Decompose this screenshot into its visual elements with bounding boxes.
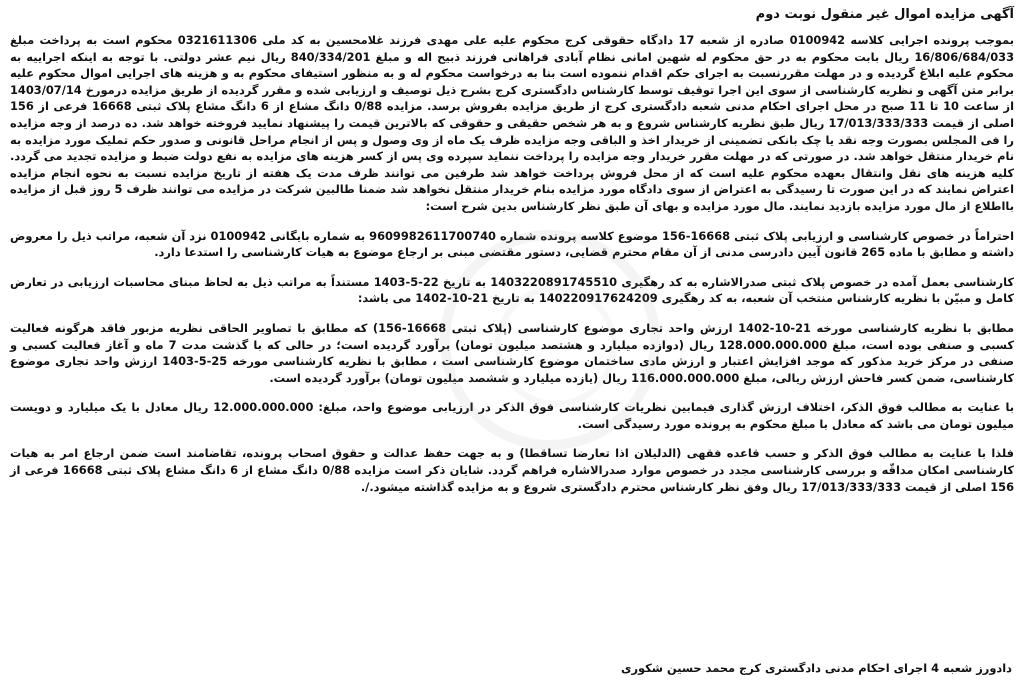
notice-paragraph-1: بموجب پرونده اجرایی کلاسه 0100942 صادره از شعبه 17 دادگاه حقوقی کرج محکوم علیه علی مهدی فرزند غلامحسین به کد ملی 0321611306 محکوم است به پرداخت مبلغ 16/806/684/033 ریال بابت محکوم به در حق محکوم له شهین امانی نظام آبادی فراهانی فرزند ذبیح اله و مبلغ 840/334/201 ریال نیم عشر دولتی. با توجه به اینکه اجراییه به محکوم علیه ابلاغ گردیده و در مهلت مقررنسبت به اجرای حکم اقدام ننموده است بنا به درخواست محکوم له و به منظور استیفای محکوم به و هزینه های اجرایی اموال محکوم علیه برابر متن آگهی و نظریه کارشناسی از سوی این اجرا توقیف توسط کارشناس دادگستری کرج بشرح ذیل توصیف و ارزیابی شده و مقرر گردیده از طریق مزایده درمورخ 1403/07/14 از ساعت 10 تا 11 صبح در محل اجرای احکام مدنی شعبه دادگستری کرج از طریق مزایده بفروش برسد. مزایده 0/88 دانگ مشاع از 6 دانگ مشاع پلاک ثبتی 16668 فرعی از 156 اصلی از قیمت 17/013/333/333 ریال طبق نظریه کارشناس شروع و به هر شخص حقیقی و حقوقی که بالاترین قیمت را پیشنهاد نمایید فروخته خواهد شد. ده درصد از وجه مزایده را فی المجلس بصورت وجه نقد یا چک بانکی تضمینی از خریدار اخذ و الباقی وجه مزایده ظرف یک ماه از وی وصول و پس از انجام مراحل قانونی و صدور حکم تملیک مورد مزایده به نام خریدار منتقل خواهد شد. در صورتی که در مهلت مقرر خریدار وجه مزایده را پرداخت ننماید سپرده وی پس از کسر هزینه های مزایده به نفع دولت ضبط و مزایده تجدید می گردد. کلیه هزینه های نقل وانتقال بعهده محکوم علیه است که از محل فروش پرداخت خواهد شد طرفین می توانند ظرف مدت یک هفته از تاریخ مزایده نسبت به نحوه انجام مزایده اعتراض نمایند که در این صورت تا رسیدگی به اعتراض از سوی دادگاه مورد مزایده بنام خریدار منتقل نخواهد شد ضمنا طالبین شرکت در مزایده می توانند ظرف 5 روز قبل از مزایده بااطلاع از مال مورد مزایده بازدید نمایند. مال مورد مزایده و بهای آن طبق نظر کارشناس بدین شرح است: xyxy=(10,33,1014,213)
notice-paragraph-2: احتراماً در خصوص کارشناسی و ارزیابی پلاک ثبتی 16668-156 موضوع کلاسه پرونده شماره 9609982611700740 به شماره بایگانی 0100942 نزد آن شعبه، مراتب ذیل را معروض داشته و مطابق با ماده 265 قانون آیین دادرسی مدنی از آن مقام محترم قضایی، دستور مقتضی مبنی بر ارجاع موضوع به هیات کارشناسی را استدعا دارد. xyxy=(10,228,1014,260)
notice-paragraph-3: کارشناسی بعمل آمده در خصوص پلاک ثبتی صدرالاشاره به کد رهگیری 1403220891745510 به تاریخ 22-5-1403 مستنداً به مراتب ذیل به لحاظ مبنای محاسبات ارزیابی در تعارض کامل و مبیّن با نظریه کارشناس منتخب آن شعبه، به کد رهگیری 140220917624209 به تاریخ 21-10-1402 می باشد: xyxy=(10,274,1014,306)
notice-title: آگهی مزایده اموال غیر منقول نوبت دوم xyxy=(755,7,1014,22)
notice-paragraph-4: مطابق با نظریه کارشناسی مورخه 21-10-1402 ارزش واحد تجاری موضوع کارشناسی (پلاک ثبتی 16668-156) که مطابق با تصاویر الحاقی نظریه مزبور فاقد هرگونه فعالیت کسبی و صنفی بوده است، مبلغ 128.000.000.000 ریال (دوازده میلیارد و هشتصد میلیون تومان) برآورد گردیده است؛ در حالی که با گذشت مدت 7 ماه و آغاز فعالیت کسبی و صنفی در مرکز خرید مذکور که موجد افزایش اعتبار و ارزش مادی ساختمان موضوع کارشناسی است ، مطابق با نظریه کارشناسی مورخه 25-5-1403 ارزش واحد تجاری موضوع کارشناسی، ضمن کسر فاحش ارزش ریالی، مبلغ 116.000.000.000 ریال (یازده میلیارد و ششصد میلیون تومان) برآورد گردیده است. xyxy=(10,320,1014,385)
notice-signature: دادورز شعبه 4 اجرای احکام مدنی دادگستری کرج محمد حسین شکوری xyxy=(621,661,1012,675)
notice-paragraph-6: فلذا با عنایت به مطالب فوق الذکر و حسب قاعده فقهی (الدلیلان اذا تعارضا تساقطا) و به جهت حفظ عدالت و حقوق اصحاب پرونده، تقاضامند است ضمن ارجاع امر به هیات کارشناسی امکان مداقّه و بررسی کارشناسی مجدد در خصوص موارد صدرالاشاره فراهم گردد. شایان ذکر است مزایده 0/88 دانگ مشاع از 6 دانگ مشاع پلاک ثبتی 16668 فرعی از 156 اصلی از قیمت 17/013/333/333 ریال وفق نظر کارشناس محترم دادگستری شروع و به مزایده گذاشته میشود./. xyxy=(10,446,1014,494)
notice-paragraph-5: با عنایت به مطالب فوق الذکر، اختلاف ارزش گذاری فیمابین نظریات کارشناسی فوق الذکر در ارزیابی موضوع واحد، مبلغ: 12.000.000.000 ریال معادل با یک میلیارد و دویست میلیون تومان می باشد که معادل با مبلغ محکوم به پرونده مورد رسیدگی است. xyxy=(10,400,1014,431)
